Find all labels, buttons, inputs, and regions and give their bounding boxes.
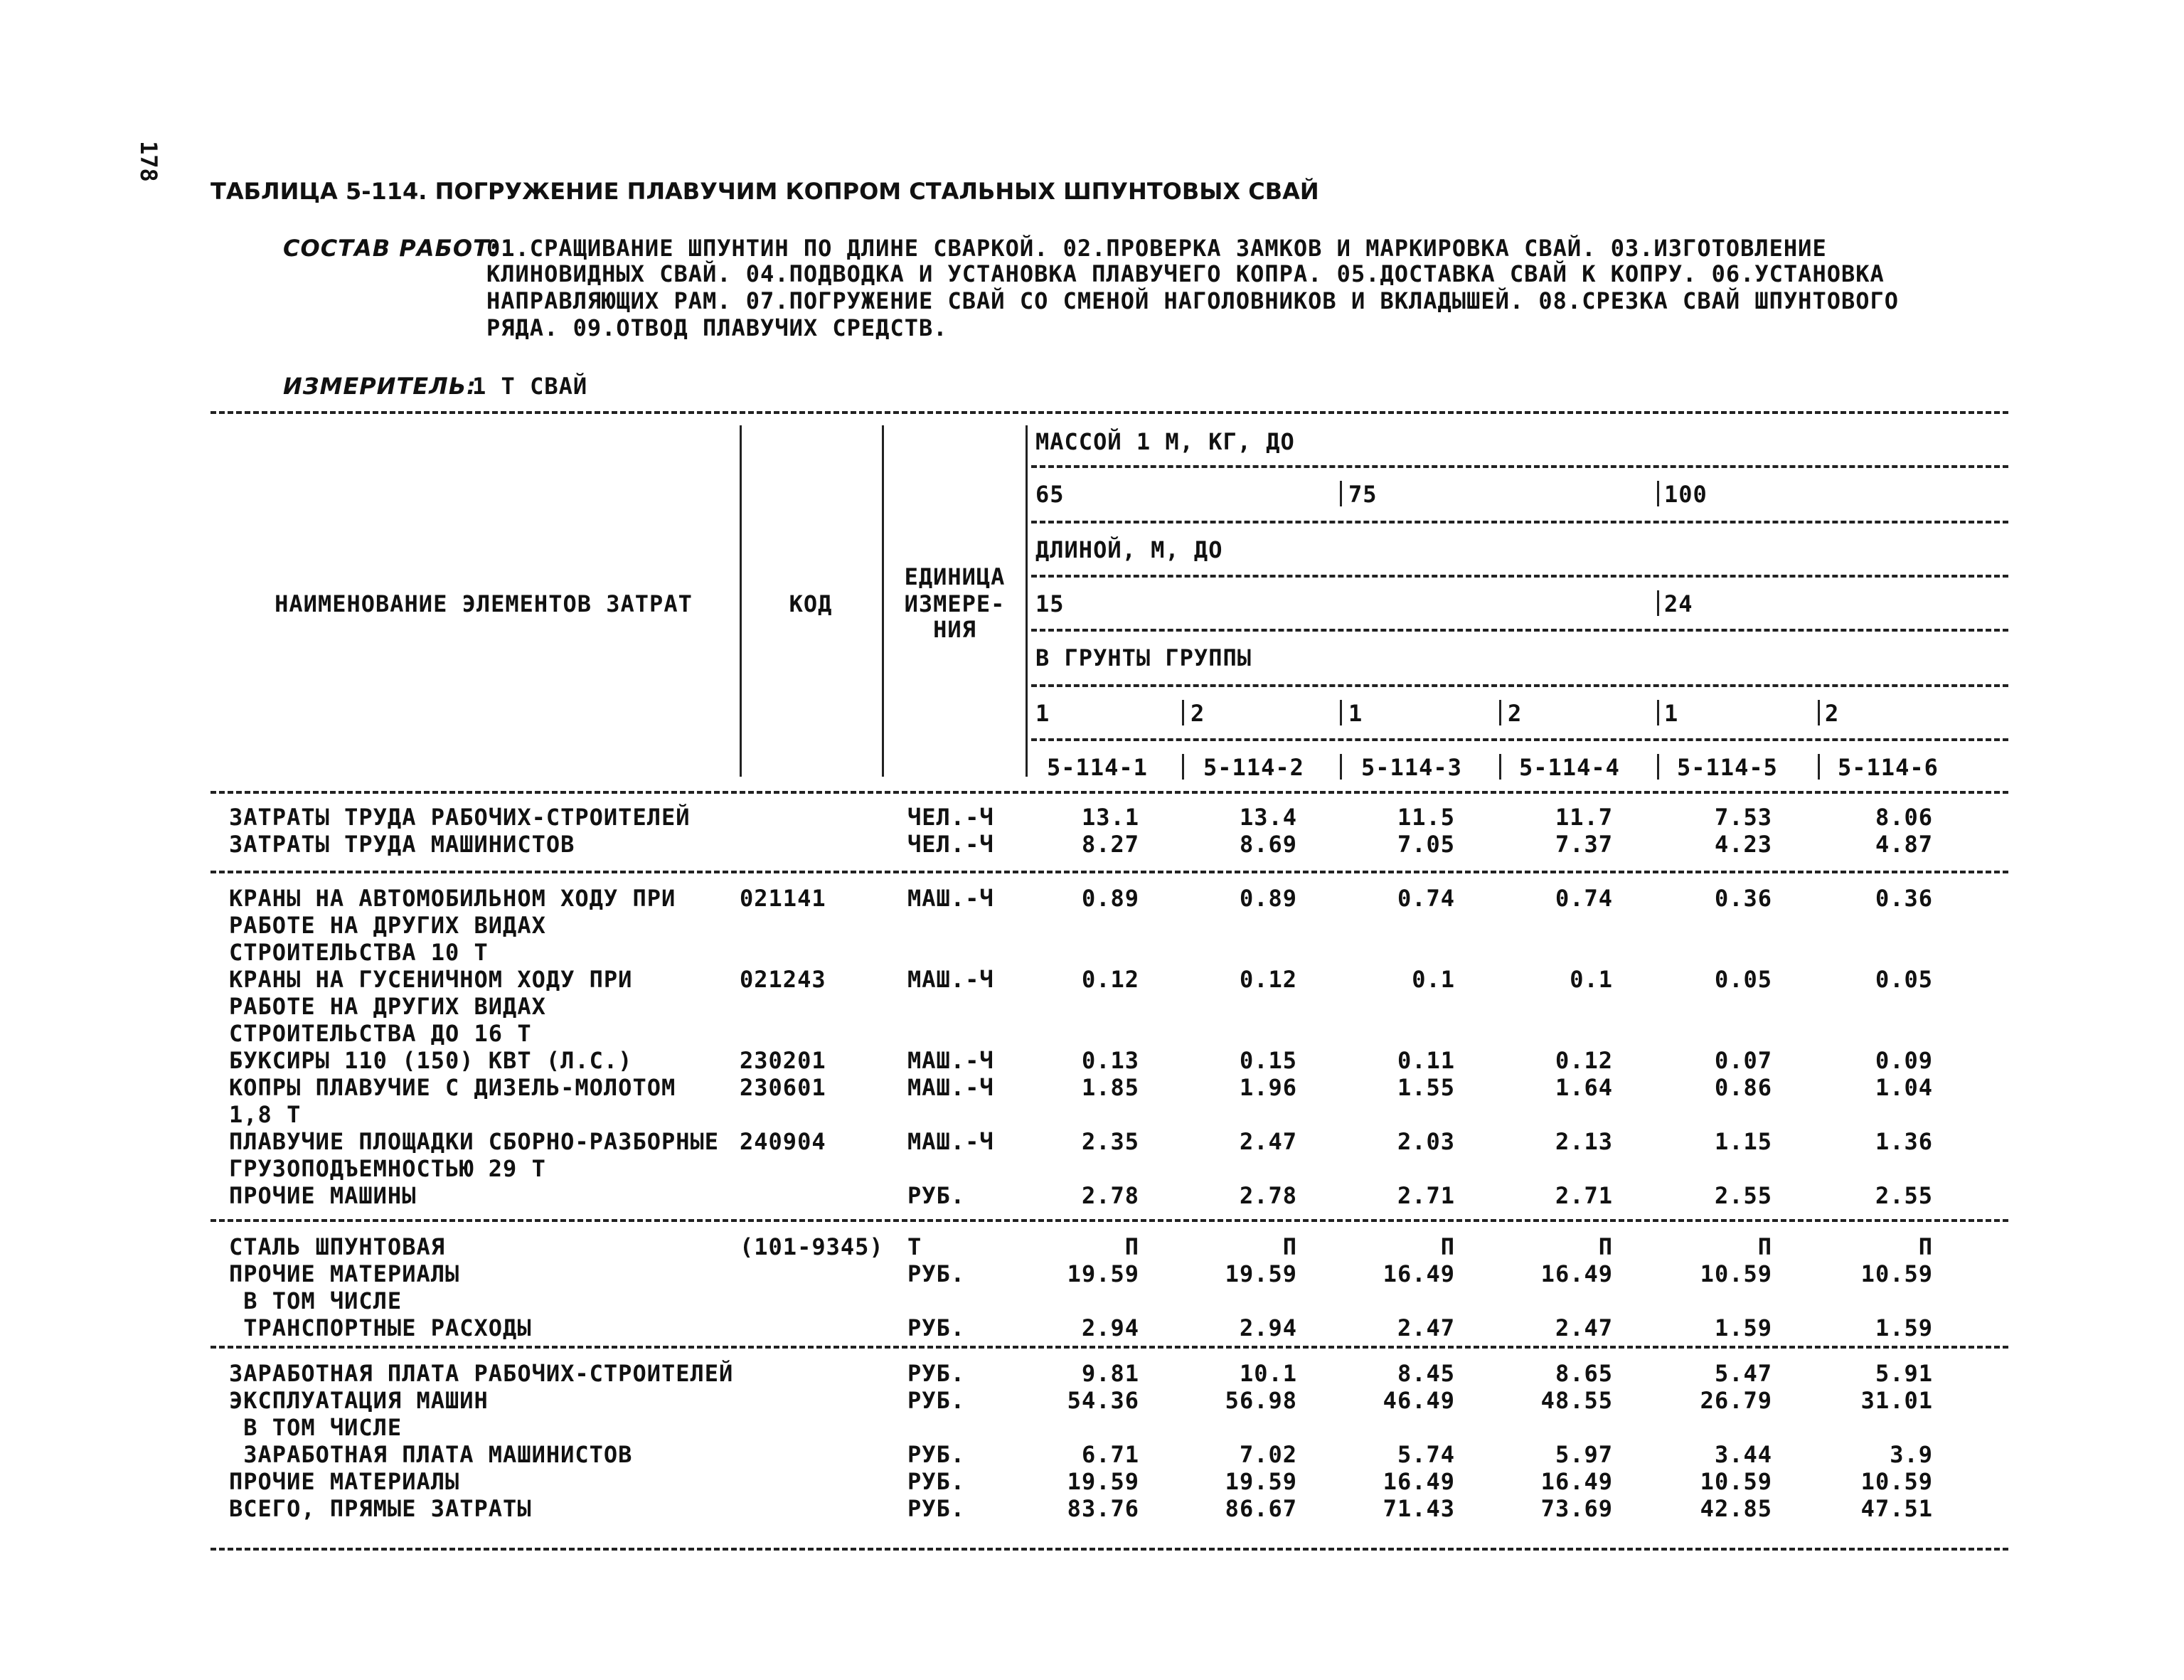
norm-value: 1.59 bbox=[1875, 1314, 1933, 1341]
norm-value: 8.27 bbox=[1081, 831, 1139, 858]
unit-of-measure: МАШ.-Ч bbox=[907, 966, 994, 993]
header-separator bbox=[1657, 754, 1659, 780]
cost-item-name: БУКСИРЫ 110 (150) КВТ (Л.С.) bbox=[229, 1047, 633, 1074]
unit-of-measure: Т bbox=[907, 1233, 922, 1260]
cost-item-name: ТРАНСПОРТНЫЕ РАСХОДЫ bbox=[229, 1314, 532, 1341]
composition-line-3: НАПРАВЛЯЮЩИХ РАМ. 07.ПОГРУЖЕНИЕ СВАЙ СО СМЕНОЙ НАГОЛОВНИКОВ И ВКЛАДЫШЕЙ. 08.СРЕЗКА СВАЙ ШПУНТОВОГО bbox=[486, 287, 1900, 314]
norm-value: 11.5 bbox=[1397, 804, 1455, 831]
resource-code: 230601 bbox=[740, 1074, 826, 1101]
measure-value: 1 Т СВАЙ bbox=[472, 373, 588, 400]
resource-code: (101-9345) bbox=[740, 1233, 884, 1260]
cost-item-name: КОПРЫ ПЛАВУЧИЕ С ДИЗЕЛЬ-МОЛОТОМ bbox=[229, 1074, 676, 1101]
composition-line-2: КЛИНОВИДНЫХ СВАЙ. 04.ПОДВОДКА И УСТАНОВКА ПЛАВУЧЕГО КОПРА. 05.ДОСТАВКА СВАЙ К КОПРУ. 06.УСТАНОВКА bbox=[486, 260, 1885, 287]
header-separator bbox=[1340, 481, 1342, 506]
norm-value: 0.05 bbox=[1714, 966, 1772, 993]
header-unit-2: ИЗМЕРЕ- bbox=[904, 590, 1006, 617]
norm-value: 5.74 bbox=[1397, 1441, 1455, 1468]
cost-item-name: ВСЕГО, ПРЯМЫЕ ЗАТРАТЫ bbox=[229, 1495, 532, 1522]
norm-value: 2.13 bbox=[1555, 1128, 1613, 1155]
unit-of-measure: РУБ. bbox=[907, 1387, 966, 1414]
norm-value: 83.76 bbox=[1067, 1495, 1139, 1522]
norm-value: 2.55 bbox=[1714, 1182, 1772, 1209]
composition-line-1: 01.СРАЩИВАНИЕ ШПУНТИН ПО ДЛИНЕ СВАРКОЙ. 02.ПРОВЕРКА ЗАМКОВ И МАРКИРОВКА СВАЙ. 03.ИЗГОТОВЛЕНИЕ bbox=[486, 235, 1827, 262]
header-separator bbox=[1818, 700, 1820, 725]
norm-value: П bbox=[1918, 1233, 1933, 1260]
norm-value: 0.89 bbox=[1081, 885, 1139, 912]
norm-value: 2.47 bbox=[1397, 1314, 1455, 1341]
norm-value: 1.59 bbox=[1714, 1314, 1772, 1341]
header-soil-label: В ГРУНТЫ ГРУППЫ bbox=[1035, 644, 1252, 671]
norm-code: 5-114-3 bbox=[1361, 754, 1462, 781]
norm-value: 7.37 bbox=[1555, 831, 1613, 858]
norm-value: 0.11 bbox=[1397, 1047, 1455, 1074]
header-separator bbox=[1026, 425, 1028, 777]
cost-item-name: СТРОИТЕЛЬСТВА 10 Т bbox=[229, 939, 489, 966]
cost-item-name: ЭКСПЛУАТАЦИЯ МАШИН bbox=[229, 1387, 489, 1414]
resource-code: 021243 bbox=[740, 966, 826, 993]
norm-value: 42.85 bbox=[1700, 1495, 1772, 1522]
norm-value: 0.89 bbox=[1239, 885, 1297, 912]
cost-item-name: КРАНЫ НА ГУСЕНИЧНОМ ХОДУ ПРИ bbox=[229, 966, 633, 993]
norm-value: 19.59 bbox=[1067, 1468, 1139, 1495]
rule-header bbox=[1031, 521, 2008, 523]
norm-value: 46.49 bbox=[1383, 1387, 1455, 1414]
unit-of-measure: РУБ. bbox=[907, 1495, 966, 1522]
norm-value: 3.9 bbox=[1890, 1441, 1933, 1468]
norm-value: 4.23 bbox=[1714, 831, 1772, 858]
composition-label: СОСТАВ РАБОТ: bbox=[283, 235, 499, 262]
norm-value: 10.59 bbox=[1860, 1468, 1933, 1495]
norm-value: П bbox=[1124, 1233, 1139, 1260]
norm-value: 71.43 bbox=[1383, 1495, 1455, 1522]
table-title: ТАБЛИЦА 5-114. ПОГРУЖЕНИЕ ПЛАВУЧИМ КОПРОМ СТАЛЬНЫХ ШПУНТОВЫХ СВАЙ bbox=[211, 178, 1319, 205]
rule-header bbox=[1031, 465, 2008, 468]
norm-value: 0.12 bbox=[1555, 1047, 1613, 1074]
unit-of-measure: МАШ.-Ч bbox=[907, 1047, 994, 1074]
norm-value: 0.12 bbox=[1239, 966, 1297, 993]
unit-of-measure: МАШ.-Ч bbox=[907, 1128, 994, 1155]
norm-value: 2.78 bbox=[1081, 1182, 1139, 1209]
rule-header bbox=[1031, 738, 2008, 741]
norm-value: 8.69 bbox=[1239, 831, 1297, 858]
cost-item-name: ЗАРАБОТНАЯ ПЛАТА МАШИНИСТОВ bbox=[229, 1441, 633, 1468]
norm-value: 0.05 bbox=[1875, 966, 1933, 993]
norm-value: 2.35 bbox=[1081, 1128, 1139, 1155]
cost-item-name: ПРОЧИЕ МАТЕРИАЛЫ bbox=[229, 1260, 460, 1287]
header-separator bbox=[740, 425, 742, 777]
soil-group: 2 bbox=[1508, 700, 1523, 727]
norm-value: 0.1 bbox=[1570, 966, 1613, 993]
norm-value: 0.13 bbox=[1081, 1047, 1139, 1074]
header-separator bbox=[1657, 700, 1659, 725]
section-rule bbox=[211, 871, 2008, 873]
norm-code: 5-114-4 bbox=[1519, 754, 1620, 781]
norm-value: П bbox=[1757, 1233, 1772, 1260]
header-separator bbox=[1182, 700, 1184, 725]
unit-of-measure: МАШ.-Ч bbox=[907, 885, 994, 912]
unit-of-measure: ЧЕЛ.-Ч bbox=[907, 804, 994, 831]
soil-group: 2 bbox=[1190, 700, 1205, 727]
header-separator bbox=[1340, 700, 1342, 725]
norm-value: 0.36 bbox=[1714, 885, 1772, 912]
norm-value: 2.47 bbox=[1555, 1314, 1613, 1341]
norm-value: 16.49 bbox=[1383, 1260, 1455, 1287]
header-separator bbox=[1340, 754, 1342, 780]
norm-value: П bbox=[1598, 1233, 1613, 1260]
header-mass-100: 100 bbox=[1664, 481, 1708, 508]
norm-value: 48.55 bbox=[1540, 1387, 1613, 1414]
norm-value: 16.49 bbox=[1540, 1468, 1613, 1495]
header-separator bbox=[1182, 754, 1184, 780]
norm-value: 0.09 bbox=[1875, 1047, 1933, 1074]
norm-value: 8.45 bbox=[1397, 1360, 1455, 1387]
norm-value: 9.81 bbox=[1081, 1360, 1139, 1387]
norm-value: 5.91 bbox=[1875, 1360, 1933, 1387]
soil-group: 2 bbox=[1825, 700, 1840, 727]
cost-item-name: ПЛАВУЧИЕ ПЛОЩАДКИ СБОРНО-РАЗБОРНЫЕ bbox=[229, 1128, 720, 1155]
cost-item-name: РАБОТЕ НА ДРУГИХ ВИДАХ bbox=[229, 993, 546, 1020]
norm-value: 54.36 bbox=[1067, 1387, 1139, 1414]
header-separator bbox=[1818, 754, 1820, 780]
rule-header bbox=[1031, 575, 2008, 578]
cost-item-name: ЗАТРАТЫ ТРУДА РАБОЧИХ-СТРОИТЕЛЕЙ bbox=[229, 804, 691, 831]
norm-value: 2.78 bbox=[1239, 1182, 1297, 1209]
norm-value: 2.94 bbox=[1239, 1314, 1297, 1341]
section-rule bbox=[211, 1219, 2008, 1222]
unit-of-measure: РУБ. bbox=[907, 1182, 966, 1209]
unit-of-measure: РУБ. bbox=[907, 1314, 966, 1341]
cost-item-name: 1,8 Т bbox=[229, 1101, 302, 1128]
norm-value: 86.67 bbox=[1225, 1495, 1297, 1522]
cost-item-name: ЗАТРАТЫ ТРУДА МАШИНИСТОВ bbox=[229, 831, 575, 858]
norm-value: 4.87 bbox=[1875, 831, 1933, 858]
norm-value: 10.1 bbox=[1239, 1360, 1297, 1387]
norm-value: 0.74 bbox=[1555, 885, 1613, 912]
header-mass-label: МАССОЙ 1 М, КГ, ДО bbox=[1035, 428, 1295, 455]
norm-value: 7.05 bbox=[1397, 831, 1455, 858]
norm-value: 2.47 bbox=[1239, 1128, 1297, 1155]
unit-of-measure: РУБ. bbox=[907, 1260, 966, 1287]
header-separator bbox=[1657, 590, 1659, 616]
norm-value: 7.02 bbox=[1239, 1441, 1297, 1468]
composition-line-4: РЯДА. 09.ОТВОД ПЛАВУЧИХ СРЕДСТВ. bbox=[486, 314, 948, 341]
norm-value: 56.98 bbox=[1225, 1387, 1297, 1414]
norm-value: 13.4 bbox=[1239, 804, 1297, 831]
norm-value: 0.36 bbox=[1875, 885, 1933, 912]
header-separator bbox=[882, 425, 884, 777]
norm-value: 0.1 bbox=[1412, 966, 1455, 993]
norm-value: 2.55 bbox=[1875, 1182, 1933, 1209]
norm-value: 10.59 bbox=[1700, 1260, 1772, 1287]
norm-value: 10.59 bbox=[1860, 1260, 1933, 1287]
norm-value: 0.74 bbox=[1397, 885, 1455, 912]
rule-top bbox=[211, 411, 2008, 414]
norm-value: 0.07 bbox=[1714, 1047, 1772, 1074]
unit-of-measure: ЧЕЛ.-Ч bbox=[907, 831, 994, 858]
cost-item-name: СТАЛЬ ШПУНТОВАЯ bbox=[229, 1233, 445, 1260]
cost-item-name: ПРОЧИЕ МАШИНЫ bbox=[229, 1182, 417, 1209]
header-mass-75: 75 bbox=[1348, 481, 1378, 508]
header-length-24: 24 bbox=[1664, 590, 1693, 617]
rule-header bbox=[1031, 629, 2008, 632]
norm-value: 1.85 bbox=[1081, 1074, 1139, 1101]
norm-value: 8.06 bbox=[1875, 804, 1933, 831]
norm-value: 1.15 bbox=[1714, 1128, 1772, 1155]
soil-group: 1 bbox=[1035, 700, 1050, 727]
norm-value: 19.59 bbox=[1067, 1260, 1139, 1287]
norm-value: 5.97 bbox=[1555, 1441, 1613, 1468]
norm-value: 1.36 bbox=[1875, 1128, 1933, 1155]
norm-value: 1.04 bbox=[1875, 1074, 1933, 1101]
norm-value: 2.71 bbox=[1555, 1182, 1613, 1209]
norm-value: 0.86 bbox=[1714, 1074, 1772, 1101]
rule-header-bottom bbox=[211, 791, 2008, 794]
unit-of-measure: МАШ.-Ч bbox=[907, 1074, 994, 1101]
norm-value: 73.69 bbox=[1540, 1495, 1613, 1522]
norm-value: 11.7 bbox=[1555, 804, 1613, 831]
unit-of-measure: РУБ. bbox=[907, 1468, 966, 1495]
norm-value: 13.1 bbox=[1081, 804, 1139, 831]
section-rule bbox=[211, 1346, 2008, 1349]
norm-value: 2.71 bbox=[1397, 1182, 1455, 1209]
header-code: КОД bbox=[789, 590, 833, 617]
norm-code: 5-114-1 bbox=[1047, 754, 1148, 781]
cost-item-name: В ТОМ ЧИСЛЕ bbox=[229, 1414, 403, 1441]
norm-code: 5-114-5 bbox=[1677, 754, 1778, 781]
header-unit-1: ЕДИНИЦА bbox=[904, 563, 1006, 590]
resource-code: 230201 bbox=[740, 1047, 826, 1074]
norm-value: 10.59 bbox=[1700, 1468, 1772, 1495]
resource-code: 021141 bbox=[740, 885, 826, 912]
unit-of-measure: РУБ. bbox=[907, 1441, 966, 1468]
norm-value: 47.51 bbox=[1860, 1495, 1933, 1522]
norm-value: 5.47 bbox=[1714, 1360, 1772, 1387]
norm-value: 16.49 bbox=[1383, 1468, 1455, 1495]
norm-value: 0.12 bbox=[1081, 966, 1139, 993]
section-rule bbox=[211, 1548, 2008, 1551]
header-mass-65: 65 bbox=[1035, 481, 1065, 508]
norm-value: 26.79 bbox=[1700, 1387, 1772, 1414]
header-separator bbox=[1657, 481, 1659, 506]
norm-value: П bbox=[1440, 1233, 1455, 1260]
norm-code: 5-114-6 bbox=[1838, 754, 1939, 781]
norm-value: 8.65 bbox=[1555, 1360, 1613, 1387]
cost-item-name: КРАНЫ НА АВТОМОБИЛЬНОМ ХОДУ ПРИ bbox=[229, 885, 676, 912]
norm-value: 0.15 bbox=[1239, 1047, 1297, 1074]
norm-value: 6.71 bbox=[1081, 1441, 1139, 1468]
header-length-15: 15 bbox=[1035, 590, 1065, 617]
norm-value: 3.44 bbox=[1714, 1441, 1772, 1468]
page-number: 178 bbox=[135, 141, 162, 182]
norm-value: 16.49 bbox=[1540, 1260, 1613, 1287]
unit-of-measure: РУБ. bbox=[907, 1360, 966, 1387]
norm-value: 19.59 bbox=[1225, 1468, 1297, 1495]
header-separator bbox=[1499, 700, 1501, 725]
norm-value: 2.94 bbox=[1081, 1314, 1139, 1341]
norm-value: 7.53 bbox=[1714, 804, 1772, 831]
cost-item-name: ПРОЧИЕ МАТЕРИАЛЫ bbox=[229, 1468, 460, 1495]
cost-item-name: В ТОМ ЧИСЛЕ bbox=[229, 1287, 403, 1314]
norm-value: 19.59 bbox=[1225, 1260, 1297, 1287]
cost-item-name: РАБОТЕ НА ДРУГИХ ВИДАХ bbox=[229, 912, 546, 939]
measure-label: ИЗМЕРИТЕЛЬ: bbox=[283, 373, 476, 400]
cost-item-name: ЗАРАБОТНАЯ ПЛАТА РАБОЧИХ-СТРОИТЕЛЕЙ bbox=[229, 1360, 734, 1387]
header-length-label: ДЛИНОЙ, М, ДО bbox=[1035, 536, 1223, 563]
header-name: НАИМЕНОВАНИЕ ЭЛЕМЕНТОВ ЗАТРАТ bbox=[275, 590, 693, 617]
norm-value: П bbox=[1282, 1233, 1297, 1260]
header-separator bbox=[1499, 754, 1501, 780]
cost-item-name: ГРУЗОПОДЪЕМНОСТЬЮ 29 Т bbox=[229, 1155, 546, 1182]
norm-value: 2.03 bbox=[1397, 1128, 1455, 1155]
header-unit-3: НИЯ bbox=[933, 616, 976, 643]
norm-value: 31.01 bbox=[1860, 1387, 1933, 1414]
norm-value: 1.64 bbox=[1555, 1074, 1613, 1101]
resource-code: 240904 bbox=[740, 1128, 826, 1155]
cost-item-name: СТРОИТЕЛЬСТВА ДО 16 Т bbox=[229, 1020, 532, 1047]
norm-value: 1.55 bbox=[1397, 1074, 1455, 1101]
soil-group: 1 bbox=[1664, 700, 1679, 727]
rule-header bbox=[1031, 684, 2008, 687]
soil-group: 1 bbox=[1348, 700, 1363, 727]
norm-code: 5-114-2 bbox=[1203, 754, 1304, 781]
norm-value: 1.96 bbox=[1239, 1074, 1297, 1101]
